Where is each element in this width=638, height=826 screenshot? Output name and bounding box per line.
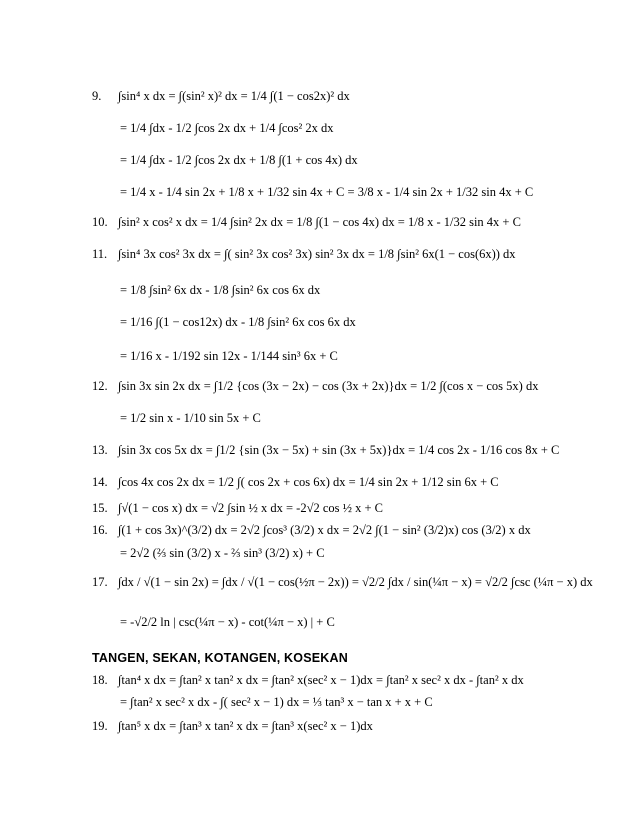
item-11-line-2 (94, 280, 320, 300)
item-11-line-3 (94, 312, 356, 332)
item-9-line-4 (94, 182, 533, 202)
item-11-line-4 (94, 346, 338, 366)
item-10-line-1 (92, 212, 521, 232)
item-number: 15. (92, 501, 108, 515)
item-16-line-1 (92, 520, 531, 540)
equation: ∫sin² x cos² x dx = 1/4 ∫sin² 2x dx = 1/8 ∫(1 − cos 4x) dx = 1/8 x - 1/32 sin 4x + C (118, 215, 521, 229)
equation: ∫tan⁴ x dx = ∫tan² x tan² x dx = ∫tan² x(sec² x − 1)dx = ∫tan² x sec² x dx - ∫tan² x dx (118, 673, 524, 687)
item-16-line-2 (94, 543, 325, 563)
item-number: 17. (92, 575, 108, 589)
equation: = 2√2 (⅔ sin (3/2) x - ⅔ sin³ (3/2) x) + C (120, 546, 325, 560)
item-15-line-1 (92, 498, 383, 518)
item-18-line-1 (92, 670, 524, 690)
item-9-line-2 (94, 118, 334, 138)
item-number: 16. (92, 523, 108, 537)
item-11-line-1 (92, 244, 516, 264)
item-number: 12. (92, 379, 108, 393)
equation: ∫sin 3x sin 2x dx = ∫1/2 {cos (3x − 2x) − cos (3x + 2x)}dx = 1/2 ∫(cos x − cos 5x) dx (118, 379, 539, 393)
equation: ∫(1 + cos 3x)^(3/2) dx = 2√2 ∫cos³ (3/2) x dx = 2√2 ∫(1 − sin² (3/2)x) cos (3/2) x dx (118, 523, 531, 537)
item-14-line-1 (92, 472, 499, 492)
equation: ∫sin 3x cos 5x dx = ∫1/2 {sin (3x − 5x) + sin (3x + 5x)}dx = 1/4 cos 2x - 1/16 cos 8x + C (118, 443, 560, 457)
item-number: 18. (92, 673, 108, 687)
item-number: 9. (92, 89, 102, 103)
item-17-line-2 (94, 612, 335, 632)
item-number: 19. (92, 719, 108, 733)
item-12-line-1 (92, 376, 538, 396)
equation: ∫dx / √(1 − sin 2x) = ∫dx / √(1 − cos(½π − 2x)) = √2/2 ∫dx / sin(¼π − x) = √2/2 ∫csc (¼π − x) dx (118, 575, 593, 589)
item-9-line-1 (92, 86, 350, 106)
item-18-line-2 (94, 692, 433, 712)
item-17-line-1 (92, 572, 593, 592)
item-number: 11. (92, 247, 108, 261)
item-9-line-3 (94, 150, 358, 170)
item-number: 14. (92, 475, 108, 489)
item-number: 13. (92, 443, 108, 457)
equation: ∫sin⁴ 3x cos² 3x dx = ∫( sin² 3x cos² 3x) sin² 3x dx = 1/8 ∫sin² 6x(1 − cos(6x)) dx (118, 247, 516, 261)
equation: = 1/4 ∫dx - 1/2 ∫cos 2x dx + 1/4 ∫cos² 2x dx (120, 121, 334, 135)
equation: = 1/16 ∫(1 − cos12x) dx - 1/8 ∫sin² 6x cos 6x dx (120, 315, 356, 329)
equation: = 1/2 sin x - 1/10 sin 5x + C (120, 411, 261, 425)
item-19-line-1 (92, 716, 373, 736)
item-number: 10. (92, 215, 108, 229)
equation: ∫√(1 − cos x) dx = √2 ∫sin ½ x dx = -2√2 cos ½ x + C (118, 501, 383, 515)
equation: = 1/4 ∫dx - 1/2 ∫cos 2x dx + 1/8 ∫(1 + cos 4x) dx (120, 153, 358, 167)
section-heading: TANGEN, SEKAN, KOTANGEN, KOSEKAN (92, 651, 348, 665)
equation: = 1/8 ∫sin² 6x dx - 1/8 ∫sin² 6x cos 6x dx (120, 283, 321, 297)
item-13-line-1 (92, 440, 559, 460)
equation: ∫tan⁵ x dx = ∫tan³ x tan² x dx = ∫tan³ x(sec² x − 1)dx (118, 719, 373, 733)
equation: = 1/4 x - 1/4 sin 2x + 1/8 x + 1/32 sin 4x + C = 3/8 x - 1/4 sin 2x + 1/32 sin 4x + C (120, 185, 534, 199)
item-12-line-2 (94, 408, 261, 428)
equation: ∫cos 4x cos 2x dx = 1/2 ∫( cos 2x + cos 6x) dx = 1/4 sin 2x + 1/12 sin 6x + C (118, 475, 499, 489)
equation: = ∫tan² x sec² x dx - ∫( sec² x − 1) dx = ⅓ tan³ x − tan x + x + C (120, 695, 433, 709)
equation: = 1/16 x - 1/192 sin 12x - 1/144 sin³ 6x + C (120, 349, 338, 363)
equation: ∫sin⁴ x dx = ∫(sin² x)² dx = 1/4 ∫(1 − cos2x)² dx (118, 89, 350, 103)
equation: = -√2/2 ln | csc(¼π − x) - cot(¼π − x) | + C (120, 615, 335, 629)
